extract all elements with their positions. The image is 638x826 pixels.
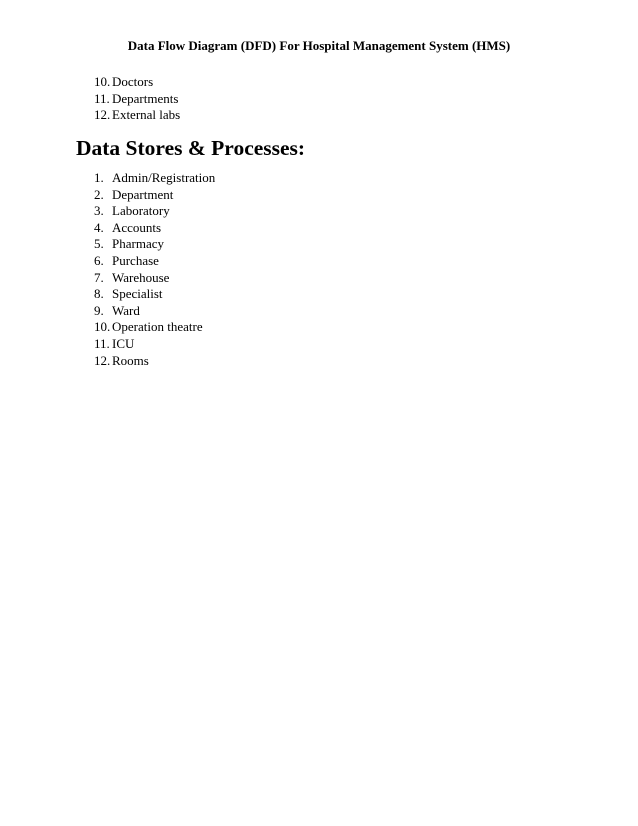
list-item <box>94 91 180 108</box>
list-number: 2. <box>94 186 104 202</box>
list-number: 10. <box>94 74 111 89</box>
list-label: Department <box>112 186 174 202</box>
list-label: Rooms <box>112 352 149 368</box>
list-label: Operation theatre <box>112 319 203 335</box>
page-header: Data Flow Diagram (DFD) For Hospital Management System (HMS) <box>127 38 511 53</box>
list-item <box>94 286 215 303</box>
entity-list <box>94 74 180 124</box>
list-label: Accounts <box>112 219 162 235</box>
list-number: 5. <box>94 236 104 252</box>
list-item <box>94 236 215 253</box>
list-number: 6. <box>94 252 104 268</box>
list-item <box>94 74 180 91</box>
list-label: ICU <box>112 335 135 351</box>
list-label: External labs <box>112 107 181 123</box>
list-number: 9. <box>94 302 104 318</box>
list-label: Admin/Registration <box>112 170 216 185</box>
list-item <box>94 107 180 124</box>
list-label: Specialist <box>112 286 163 302</box>
list-number: 12. <box>94 107 111 123</box>
list-number: 11. <box>94 90 110 106</box>
list-item <box>94 270 215 287</box>
list-item <box>94 303 215 320</box>
list-number: 10. <box>94 319 111 335</box>
stores-list <box>94 170 215 369</box>
list-label: Warehouse <box>112 269 170 285</box>
list-label: Departments <box>112 90 179 106</box>
list-label: Purchase <box>112 252 159 268</box>
list-number: 11. <box>94 335 110 351</box>
list-number: 1. <box>94 170 104 185</box>
list-item <box>94 203 215 220</box>
section-title: Data Stores & Processes: <box>76 136 306 160</box>
list-item <box>94 170 215 187</box>
list-item <box>94 253 215 270</box>
list-label: Laboratory <box>112 203 170 219</box>
list-item <box>94 319 215 336</box>
list-number: 3. <box>94 203 104 219</box>
list-item <box>94 187 215 204</box>
list-number: 8. <box>94 286 104 302</box>
list-label: Pharmacy <box>112 236 164 252</box>
list-item <box>94 353 215 370</box>
list-item <box>94 220 215 237</box>
list-number: 7. <box>94 269 104 285</box>
list-number: 12. <box>94 352 111 368</box>
list-label: Doctors <box>112 74 154 89</box>
list-number: 4. <box>94 219 104 235</box>
list-item <box>94 336 215 353</box>
list-label: Ward <box>112 302 140 318</box>
